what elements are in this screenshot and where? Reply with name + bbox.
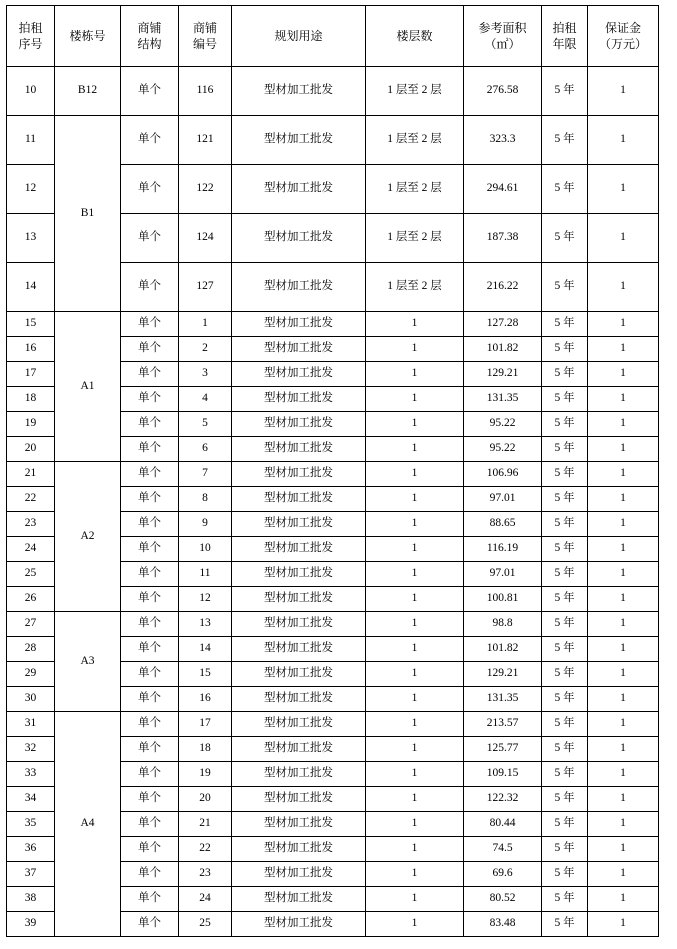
cell-shop-no: 19 — [179, 762, 232, 787]
cell-shop-no: 11 — [179, 562, 232, 587]
cell-shop-no: 24 — [179, 887, 232, 912]
cell-seq: 35 — [7, 812, 55, 837]
cell-seq: 32 — [7, 737, 55, 762]
cell-seq: 13 — [7, 214, 55, 263]
cell-structure: 单个 — [121, 787, 179, 812]
cell-area: 129.21 — [464, 662, 542, 687]
cell-planned-use: 型材加工批发 — [232, 837, 366, 862]
cell-term: 5 年 — [542, 787, 588, 812]
cell-area: 106.96 — [464, 462, 542, 487]
cell-shop-no: 2 — [179, 337, 232, 362]
column-header-line: 商铺 — [192, 20, 217, 35]
cell-area: 74.5 — [464, 837, 542, 862]
cell-deposit: 1 — [588, 612, 659, 637]
cell-structure: 单个 — [121, 387, 179, 412]
cell-deposit: 1 — [588, 462, 659, 487]
cell-planned-use: 型材加工批发 — [232, 487, 366, 512]
cell-structure: 单个 — [121, 412, 179, 437]
cell-planned-use: 型材加工批发 — [232, 537, 366, 562]
cell-planned-use: 型材加工批发 — [232, 337, 366, 362]
cell-term: 5 年 — [542, 887, 588, 912]
cell-term: 5 年 — [542, 312, 588, 337]
column-header-line: 序号 — [18, 37, 43, 51]
column-header-deposit — [588, 6, 659, 67]
column-header-line: 编号 — [192, 37, 217, 51]
cell-planned-use: 型材加工批发 — [232, 412, 366, 437]
cell-planned-use: 型材加工批发 — [232, 862, 366, 887]
cell-building: A3 — [55, 612, 121, 712]
cell-floors: 1 — [366, 387, 464, 412]
cell-area: 116.19 — [464, 537, 542, 562]
column-header-floors — [366, 6, 464, 67]
column-header-term — [542, 6, 588, 67]
cell-shop-no: 15 — [179, 662, 232, 687]
cell-deposit: 1 — [588, 67, 659, 116]
column-header-planned_use — [232, 6, 366, 67]
cell-seq: 31 — [7, 712, 55, 737]
cell-floors: 1 层至 2 层 — [366, 263, 464, 312]
cell-seq: 38 — [7, 887, 55, 912]
cell-area: 276.58 — [464, 67, 542, 116]
cell-term: 5 年 — [542, 263, 588, 312]
cell-deposit: 1 — [588, 263, 659, 312]
cell-seq: 30 — [7, 687, 55, 712]
cell-area: 95.22 — [464, 437, 542, 462]
cell-deposit: 1 — [588, 562, 659, 587]
cell-structure: 单个 — [121, 312, 179, 337]
table-header-row — [7, 6, 659, 67]
cell-seq: 22 — [7, 487, 55, 512]
column-header-line: 参考面积 — [478, 20, 527, 35]
cell-floors: 1 — [366, 887, 464, 912]
cell-structure: 单个 — [121, 67, 179, 116]
cell-term: 5 年 — [542, 67, 588, 116]
cell-deposit: 1 — [588, 637, 659, 662]
cell-planned-use: 型材加工批发 — [232, 462, 366, 487]
cell-seq: 16 — [7, 337, 55, 362]
cell-term: 5 年 — [542, 462, 588, 487]
cell-term: 5 年 — [542, 737, 588, 762]
cell-floors: 1 — [366, 787, 464, 812]
cell-term: 5 年 — [542, 812, 588, 837]
cell-shop-no: 5 — [179, 412, 232, 437]
cell-seq: 29 — [7, 662, 55, 687]
cell-seq: 17 — [7, 362, 55, 387]
cell-planned-use: 型材加工批发 — [232, 67, 366, 116]
cell-deposit: 1 — [588, 712, 659, 737]
cell-planned-use: 型材加工批发 — [232, 116, 366, 165]
cell-planned-use: 型材加工批发 — [232, 612, 366, 637]
column-header-building — [55, 6, 121, 67]
cell-term: 5 年 — [542, 587, 588, 612]
cell-area: 101.82 — [464, 337, 542, 362]
cell-deposit: 1 — [588, 812, 659, 837]
document-page — [0, 5, 677, 937]
cell-area: 98.8 — [464, 612, 542, 637]
cell-planned-use: 型材加工批发 — [232, 712, 366, 737]
cell-seq: 39 — [7, 912, 55, 937]
cell-planned-use: 型材加工批发 — [232, 762, 366, 787]
cell-deposit: 1 — [588, 687, 659, 712]
table-row — [7, 312, 659, 337]
cell-seq: 25 — [7, 562, 55, 587]
cell-term: 5 年 — [542, 387, 588, 412]
column-header-line: 拍租 — [552, 20, 577, 35]
cell-shop-no: 127 — [179, 263, 232, 312]
cell-shop-no: 1 — [179, 312, 232, 337]
cell-building: A1 — [55, 312, 121, 462]
cell-shop-no: 10 — [179, 537, 232, 562]
cell-floors: 1 层至 2 层 — [366, 214, 464, 263]
cell-structure: 单个 — [121, 662, 179, 687]
cell-deposit: 1 — [588, 362, 659, 387]
table-header — [7, 6, 659, 67]
column-header-line: （㎡） — [484, 37, 521, 51]
cell-seq: 23 — [7, 512, 55, 537]
cell-area: 109.15 — [464, 762, 542, 787]
cell-area: 213.57 — [464, 712, 542, 737]
cell-deposit: 1 — [588, 537, 659, 562]
cell-term: 5 年 — [542, 612, 588, 637]
cell-area: 97.01 — [464, 487, 542, 512]
table-row — [7, 712, 659, 737]
cell-structure: 单个 — [121, 612, 179, 637]
cell-seq: 11 — [7, 116, 55, 165]
cell-area: 129.21 — [464, 362, 542, 387]
cell-planned-use: 型材加工批发 — [232, 562, 366, 587]
cell-shop-no: 17 — [179, 712, 232, 737]
cell-floors: 1 — [366, 687, 464, 712]
cell-term: 5 年 — [542, 116, 588, 165]
column-header-line: 结构 — [137, 37, 162, 51]
cell-floors: 1 — [366, 512, 464, 537]
cell-structure: 单个 — [121, 165, 179, 214]
cell-deposit: 1 — [588, 116, 659, 165]
cell-term: 5 年 — [542, 637, 588, 662]
cell-shop-no: 22 — [179, 837, 232, 862]
cell-seq: 21 — [7, 462, 55, 487]
cell-deposit: 1 — [588, 487, 659, 512]
cell-area: 83.48 — [464, 912, 542, 937]
cell-shop-no: 121 — [179, 116, 232, 165]
cell-term: 5 年 — [542, 862, 588, 887]
cell-shop-no: 124 — [179, 214, 232, 263]
cell-building: A4 — [55, 712, 121, 937]
cell-planned-use: 型材加工批发 — [232, 437, 366, 462]
table-body — [7, 67, 659, 937]
column-header-seq — [7, 6, 55, 67]
cell-shop-no: 8 — [179, 487, 232, 512]
cell-deposit: 1 — [588, 587, 659, 612]
cell-planned-use: 型材加工批发 — [232, 312, 366, 337]
cell-floors: 1 — [366, 412, 464, 437]
cell-term: 5 年 — [542, 562, 588, 587]
cell-structure: 单个 — [121, 912, 179, 937]
cell-floors: 1 — [366, 562, 464, 587]
cell-term: 5 年 — [542, 165, 588, 214]
cell-structure: 单个 — [121, 587, 179, 612]
cell-shop-no: 18 — [179, 737, 232, 762]
cell-structure: 单个 — [121, 687, 179, 712]
cell-structure: 单个 — [121, 362, 179, 387]
cell-structure: 单个 — [121, 562, 179, 587]
cell-floors: 1 — [366, 362, 464, 387]
cell-term: 5 年 — [542, 412, 588, 437]
cell-planned-use: 型材加工批发 — [232, 637, 366, 662]
cell-building: B1 — [55, 116, 121, 312]
table-row — [7, 116, 659, 165]
cell-structure: 单个 — [121, 812, 179, 837]
cell-seq: 36 — [7, 837, 55, 862]
cell-floors: 1 — [366, 862, 464, 887]
cell-floors: 1 — [366, 837, 464, 862]
column-header-line: 楼栋号 — [69, 28, 106, 43]
cell-area: 122.32 — [464, 787, 542, 812]
table-row — [7, 67, 659, 116]
cell-deposit: 1 — [588, 512, 659, 537]
cell-floors: 1 — [366, 712, 464, 737]
cell-deposit: 1 — [588, 787, 659, 812]
cell-deposit: 1 — [588, 912, 659, 937]
cell-floors: 1 — [366, 587, 464, 612]
cell-building: B12 — [55, 67, 121, 116]
cell-floors: 1 — [366, 312, 464, 337]
cell-deposit: 1 — [588, 887, 659, 912]
cell-term: 5 年 — [542, 662, 588, 687]
cell-deposit: 1 — [588, 312, 659, 337]
column-header-line: 商铺 — [137, 20, 162, 35]
cell-area: 95.22 — [464, 412, 542, 437]
cell-term: 5 年 — [542, 437, 588, 462]
cell-seq: 12 — [7, 165, 55, 214]
cell-area: 127.28 — [464, 312, 542, 337]
cell-term: 5 年 — [542, 762, 588, 787]
cell-planned-use: 型材加工批发 — [232, 787, 366, 812]
cell-seq: 19 — [7, 412, 55, 437]
cell-area: 294.61 — [464, 165, 542, 214]
cell-shop-no: 16 — [179, 687, 232, 712]
cell-area: 125.77 — [464, 737, 542, 762]
cell-seq: 20 — [7, 437, 55, 462]
column-header-structure — [121, 6, 179, 67]
cell-structure: 单个 — [121, 712, 179, 737]
cell-term: 5 年 — [542, 214, 588, 263]
cell-planned-use: 型材加工批发 — [232, 362, 366, 387]
cell-structure: 单个 — [121, 637, 179, 662]
column-header-line: （万元） — [598, 37, 647, 51]
cell-shop-no: 20 — [179, 787, 232, 812]
cell-deposit: 1 — [588, 762, 659, 787]
cell-term: 5 年 — [542, 687, 588, 712]
column-header-area — [464, 6, 542, 67]
cell-seq: 28 — [7, 637, 55, 662]
cell-floors: 1 — [366, 762, 464, 787]
cell-floors: 1 层至 2 层 — [366, 116, 464, 165]
cell-shop-no: 4 — [179, 387, 232, 412]
cell-floors: 1 — [366, 912, 464, 937]
cell-shop-no: 12 — [179, 587, 232, 612]
cell-area: 101.82 — [464, 637, 542, 662]
cell-shop-no: 6 — [179, 437, 232, 462]
cell-structure: 单个 — [121, 887, 179, 912]
cell-area: 187.38 — [464, 214, 542, 263]
cell-structure: 单个 — [121, 116, 179, 165]
cell-structure: 单个 — [121, 263, 179, 312]
cell-structure: 单个 — [121, 487, 179, 512]
cell-term: 5 年 — [542, 362, 588, 387]
cell-structure: 单个 — [121, 537, 179, 562]
cell-deposit: 1 — [588, 737, 659, 762]
column-header-shop_no — [179, 6, 232, 67]
cell-seq: 26 — [7, 587, 55, 612]
cell-seq: 24 — [7, 537, 55, 562]
cell-floors: 1 — [366, 612, 464, 637]
column-header-line: 拍租 — [18, 20, 43, 35]
cell-floors: 1 — [366, 637, 464, 662]
cell-deposit: 1 — [588, 214, 659, 263]
cell-term: 5 年 — [542, 912, 588, 937]
cell-shop-no: 116 — [179, 67, 232, 116]
cell-floors: 1 层至 2 层 — [366, 165, 464, 214]
column-header-line: 年限 — [552, 37, 577, 51]
cell-shop-no: 23 — [179, 862, 232, 887]
cell-structure: 单个 — [121, 737, 179, 762]
column-header-line: 楼层数 — [396, 28, 433, 43]
cell-term: 5 年 — [542, 712, 588, 737]
cell-shop-no: 25 — [179, 912, 232, 937]
cell-seq: 10 — [7, 67, 55, 116]
cell-floors: 1 — [366, 487, 464, 512]
cell-area: 131.35 — [464, 687, 542, 712]
cell-shop-no: 7 — [179, 462, 232, 487]
cell-structure: 单个 — [121, 437, 179, 462]
column-header-line: 规划用途 — [274, 28, 323, 43]
cell-area: 88.65 — [464, 512, 542, 537]
cell-planned-use: 型材加工批发 — [232, 887, 366, 912]
cell-shop-no: 21 — [179, 812, 232, 837]
cell-deposit: 1 — [588, 837, 659, 862]
cell-planned-use: 型材加工批发 — [232, 512, 366, 537]
cell-deposit: 1 — [588, 165, 659, 214]
cell-structure: 单个 — [121, 862, 179, 887]
cell-area: 69.6 — [464, 862, 542, 887]
cell-deposit: 1 — [588, 437, 659, 462]
cell-floors: 1 — [366, 462, 464, 487]
cell-planned-use: 型材加工批发 — [232, 687, 366, 712]
cell-seq: 27 — [7, 612, 55, 637]
cell-planned-use: 型材加工批发 — [232, 165, 366, 214]
cell-structure: 单个 — [121, 214, 179, 263]
cell-shop-no: 13 — [179, 612, 232, 637]
cell-shop-no: 14 — [179, 637, 232, 662]
cell-floors: 1 — [366, 812, 464, 837]
cell-structure: 单个 — [121, 762, 179, 787]
column-header-line: 保证金 — [604, 20, 641, 35]
cell-floors: 1 — [366, 437, 464, 462]
cell-deposit: 1 — [588, 862, 659, 887]
cell-planned-use: 型材加工批发 — [232, 214, 366, 263]
cell-seq: 15 — [7, 312, 55, 337]
cell-planned-use: 型材加工批发 — [232, 812, 366, 837]
cell-seq: 14 — [7, 263, 55, 312]
cell-floors: 1 — [366, 737, 464, 762]
cell-term: 5 年 — [542, 512, 588, 537]
cell-deposit: 1 — [588, 412, 659, 437]
cell-building: A2 — [55, 462, 121, 612]
cell-planned-use: 型材加工批发 — [232, 587, 366, 612]
cell-deposit: 1 — [588, 387, 659, 412]
cell-planned-use: 型材加工批发 — [232, 912, 366, 937]
cell-seq: 34 — [7, 787, 55, 812]
cell-planned-use: 型材加工批发 — [232, 387, 366, 412]
cell-term: 5 年 — [542, 337, 588, 362]
cell-term: 5 年 — [542, 537, 588, 562]
cell-seq: 37 — [7, 862, 55, 887]
cell-area: 100.81 — [464, 587, 542, 612]
cell-floors: 1 层至 2 层 — [366, 67, 464, 116]
cell-shop-no: 3 — [179, 362, 232, 387]
cell-area: 323.3 — [464, 116, 542, 165]
table-row — [7, 612, 659, 637]
cell-seq: 18 — [7, 387, 55, 412]
shop-lease-table — [6, 5, 659, 937]
cell-area: 131.35 — [464, 387, 542, 412]
cell-floors: 1 — [366, 337, 464, 362]
cell-structure: 单个 — [121, 837, 179, 862]
table-row — [7, 462, 659, 487]
cell-area: 80.44 — [464, 812, 542, 837]
cell-term: 5 年 — [542, 837, 588, 862]
cell-deposit: 1 — [588, 662, 659, 687]
cell-planned-use: 型材加工批发 — [232, 662, 366, 687]
cell-area: 80.52 — [464, 887, 542, 912]
cell-structure: 单个 — [121, 337, 179, 362]
cell-term: 5 年 — [542, 487, 588, 512]
cell-shop-no: 122 — [179, 165, 232, 214]
cell-structure: 单个 — [121, 512, 179, 537]
cell-deposit: 1 — [588, 337, 659, 362]
cell-area: 97.01 — [464, 562, 542, 587]
cell-seq: 33 — [7, 762, 55, 787]
cell-floors: 1 — [366, 662, 464, 687]
cell-area: 216.22 — [464, 263, 542, 312]
cell-planned-use: 型材加工批发 — [232, 737, 366, 762]
cell-planned-use: 型材加工批发 — [232, 263, 366, 312]
cell-floors: 1 — [366, 537, 464, 562]
cell-structure: 单个 — [121, 462, 179, 487]
cell-shop-no: 9 — [179, 512, 232, 537]
